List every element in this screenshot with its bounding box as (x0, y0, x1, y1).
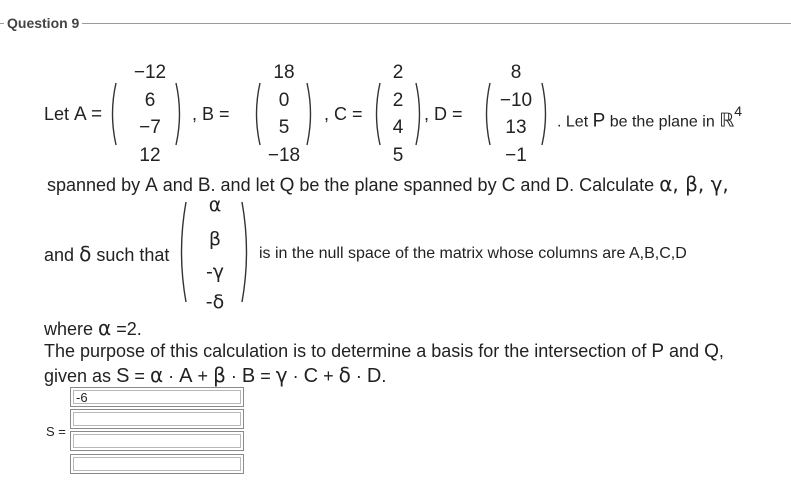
purpose-text: The purpose of this calculation is to determine a basis for the intersection of P and Q, (44, 341, 724, 362)
null-space-text: is in the null space of the matrix whose columns are A,B,C,D (259, 245, 687, 262)
null-vector-entry: -δ (205, 291, 225, 313)
question-title: Question 9 (4, 14, 82, 32)
null-vector-entry: β (208, 228, 222, 250)
answer-input-4-value[interactable] (73, 457, 241, 471)
answer-input-3[interactable] (70, 431, 244, 451)
vector-b-entry: −18 (267, 145, 301, 166)
vector-d-entry: 8 (510, 62, 522, 83)
d-label: , D = (424, 104, 463, 124)
spanned-text: spanned by A and B. and let Q be the plane spanned by C and D. Calculate α, β, γ, (47, 172, 729, 196)
vector-c-entry: 5 (392, 145, 404, 166)
answer-input-3-value[interactable] (73, 434, 241, 448)
vector-d-entry: −10 (499, 90, 533, 111)
vector-d-entry: −1 (505, 145, 527, 166)
answer-label: S = (46, 424, 66, 439)
plane-p-text: . Let P be the plane in ℝ$^4$ (557, 103, 743, 132)
c-label: , C = (324, 104, 363, 124)
vector-a-entry: 12 (139, 145, 161, 166)
answer-input-4[interactable] (70, 454, 244, 474)
null-vector-entry: α (208, 194, 222, 216)
vector-a-entry: −7 (139, 117, 161, 138)
vector-a-entry: −12 (133, 62, 167, 83)
vector-b-entry: 18 (273, 62, 295, 83)
vector-c-entry: 2 (392, 62, 404, 83)
answer-input-1-value[interactable]: -6 (73, 390, 241, 404)
header-rule (0, 23, 791, 24)
null-vector-left-paren (176, 201, 188, 303)
given-as-text: given as S = α · A + β · B = γ · C + δ · D. (44, 363, 387, 387)
answer-input-1[interactable] (70, 387, 244, 407)
vector-c-entry: 4 (392, 117, 404, 138)
let-text: Let A = (44, 104, 103, 125)
b-label: , B = (192, 104, 230, 124)
vector-a-entry: 6 (144, 90, 156, 111)
vector-a-left-paren (108, 82, 118, 146)
vector-b-entry: 0 (278, 90, 290, 111)
where-text: where α =2. (44, 316, 142, 340)
null-vector-right-paren (240, 201, 252, 303)
and-delta-text: and δ such that (44, 242, 170, 266)
null-vector-entry: -γ (205, 261, 225, 283)
vector-d-entry: 13 (505, 117, 527, 138)
answer-input-2[interactable] (70, 409, 244, 429)
answer-input-2-value[interactable] (73, 412, 241, 426)
vector-c-entry: 2 (392, 90, 404, 111)
vector-b-entry: 5 (278, 117, 290, 138)
